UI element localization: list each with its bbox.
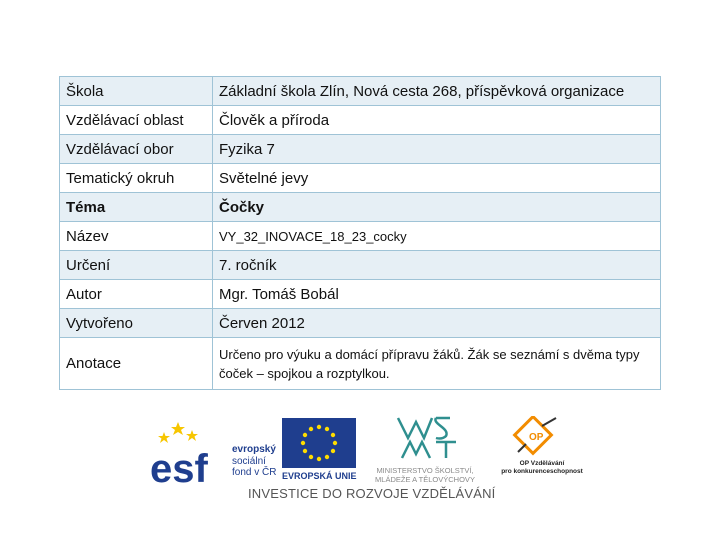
row-value: Fyzika 7 bbox=[213, 135, 661, 164]
esf-line3: fond v ČR bbox=[232, 467, 277, 478]
row-key: Téma bbox=[60, 193, 213, 222]
row-key: Název bbox=[60, 222, 213, 251]
row-value: Červen 2012 bbox=[213, 309, 661, 338]
info-table bbox=[59, 76, 661, 390]
row-key: Vzdělávací obor bbox=[60, 135, 213, 164]
table-row bbox=[60, 164, 661, 193]
eu-label: EVROPSKÁ UNIE bbox=[282, 471, 357, 481]
table-row bbox=[60, 251, 661, 280]
eu-flag-icon bbox=[282, 418, 356, 468]
table-row bbox=[60, 280, 661, 309]
row-key: Anotace bbox=[60, 338, 213, 390]
table-row bbox=[60, 135, 661, 164]
row-key: Určení bbox=[60, 251, 213, 280]
row-value: Čočky bbox=[213, 193, 661, 222]
table-row bbox=[60, 77, 661, 106]
esf-line1: evropský bbox=[232, 444, 276, 455]
row-value: VY_32_INOVACE_18_23_cocky bbox=[213, 222, 661, 251]
table-row bbox=[60, 338, 661, 390]
footer-tagline: INVESTICE DO ROZVOJE VZDĚLÁVÁNÍ bbox=[248, 486, 496, 501]
table-row bbox=[60, 222, 661, 251]
logo-strip bbox=[0, 410, 720, 520]
row-value: Mgr. Tomáš Bobál bbox=[213, 280, 661, 309]
esf-letters: esf bbox=[150, 447, 208, 486]
table-row bbox=[60, 309, 661, 338]
row-value: Světelné jevy bbox=[213, 164, 661, 193]
esf-logo bbox=[148, 416, 228, 486]
esf-line2: sociální bbox=[232, 456, 266, 467]
msmt-line2: MLÁDEŽE A TĚLOVÝCHOVY bbox=[375, 475, 475, 484]
row-key: Vzdělávací oblast bbox=[60, 106, 213, 135]
row-key: Škola bbox=[60, 77, 213, 106]
row-value: Základní škola Zlín, Nová cesta 268, příspěvková organizace bbox=[213, 77, 661, 106]
msmt-logo bbox=[392, 414, 462, 462]
row-key: Autor bbox=[60, 280, 213, 309]
msmt-line1: MINISTERSTVO ŠKOLSTVÍ, bbox=[376, 466, 474, 475]
table-row bbox=[60, 193, 661, 222]
row-value: 7. ročník bbox=[213, 251, 661, 280]
op-logo bbox=[512, 416, 568, 456]
table-row bbox=[60, 106, 661, 135]
row-key: Vytvořeno bbox=[60, 309, 213, 338]
op-line1: OP Vzdělávání bbox=[519, 460, 565, 467]
svg-text:OP: OP bbox=[529, 432, 544, 443]
row-key: Tematický okruh bbox=[60, 164, 213, 193]
op-line2: pro konkurenceschopnost bbox=[501, 468, 583, 475]
row-value: Člověk a příroda bbox=[213, 106, 661, 135]
row-value: Určeno pro výuku a domácí přípravu žáků. Žák se seznámí s dvěma typy čoček – spojkou a rozptylkou. bbox=[213, 338, 661, 390]
